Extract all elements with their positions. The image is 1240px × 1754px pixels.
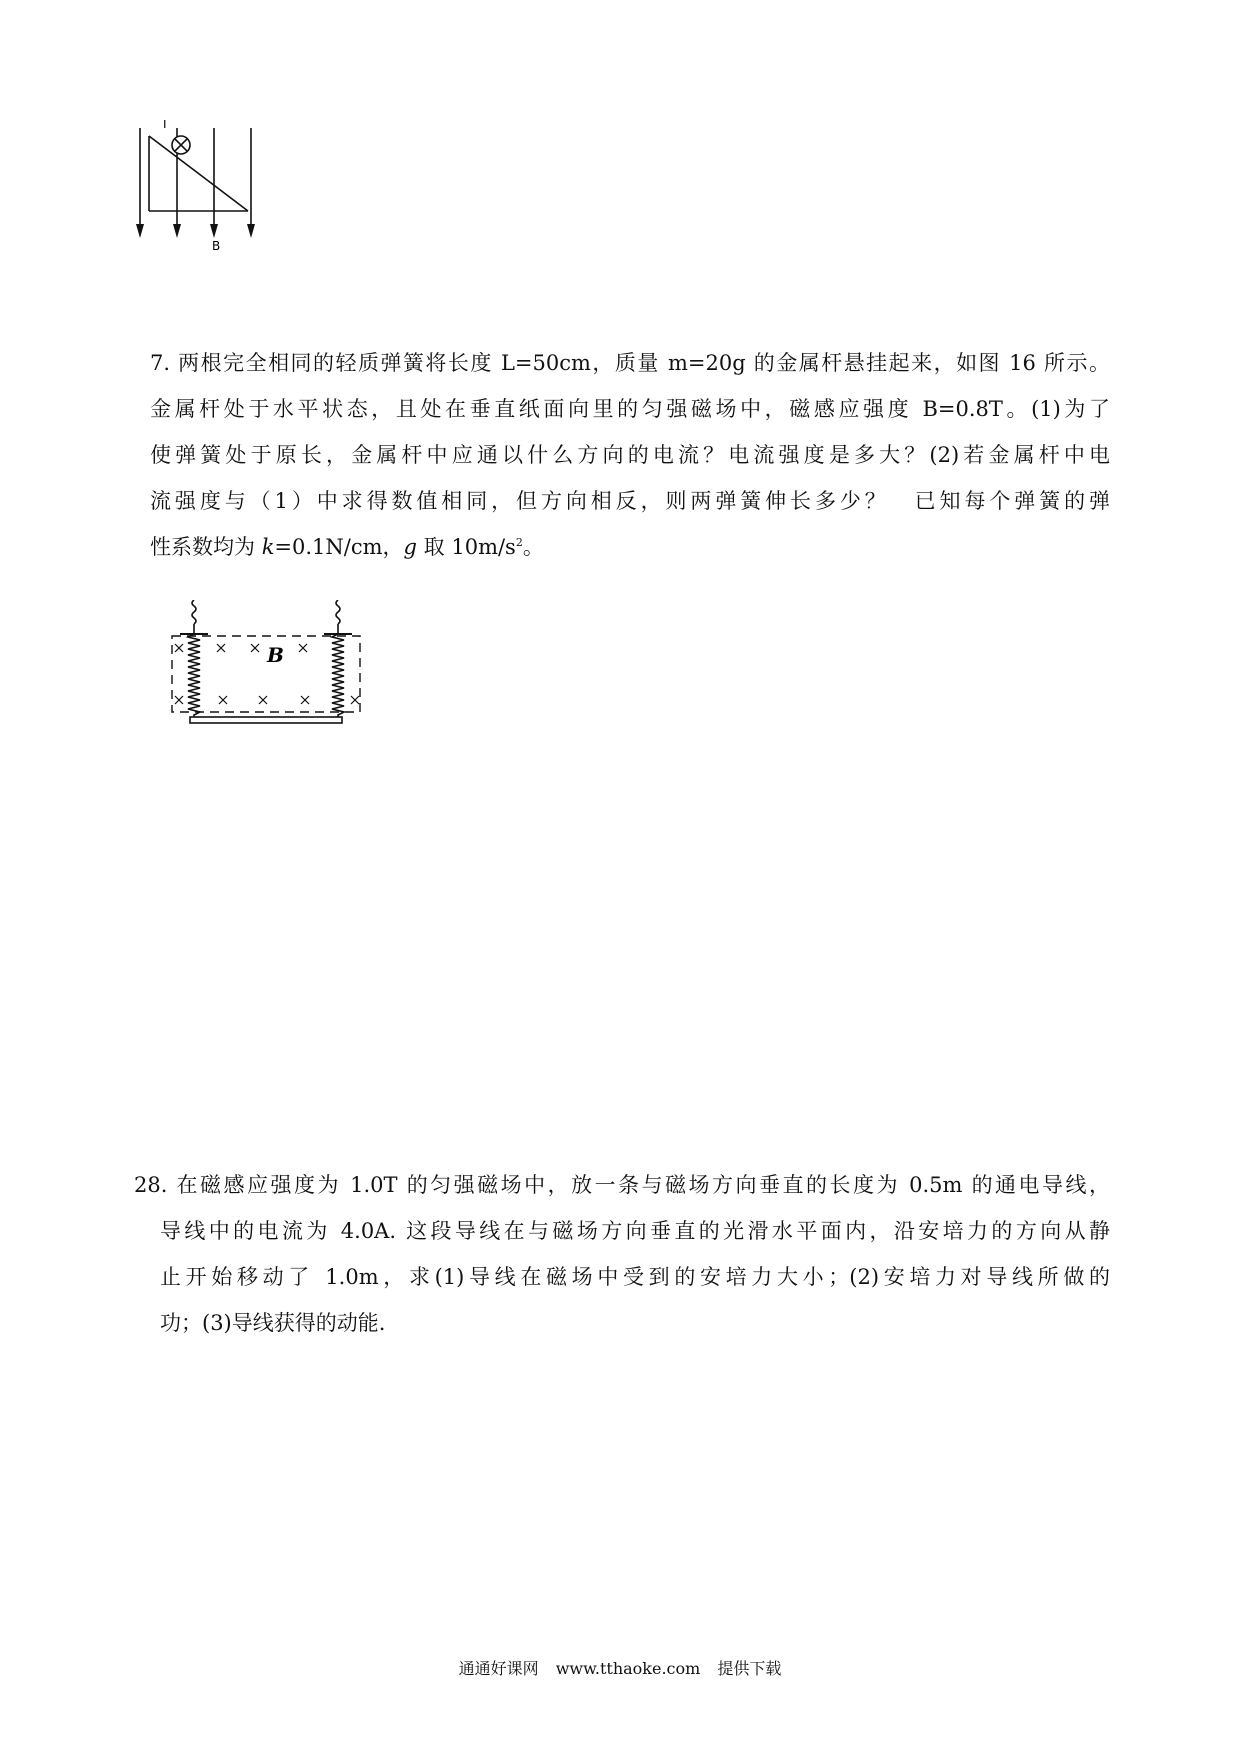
current-label: I bbox=[163, 120, 167, 131]
question-7-line: 流强度与（1）中求得数值相同，但方向相反，则两弹簧伸长多少？ 已知每个弹簧的弹 bbox=[150, 489, 1110, 513]
question-28-line: 功；(3)导线获得的动能. bbox=[160, 1311, 386, 1335]
question-28-line: 导线中的电流为 4.0A. 这段导线在与磁场方向垂直的光滑水平面内，沿安培力的方向从静 bbox=[160, 1219, 1110, 1243]
field-label: B bbox=[267, 643, 284, 667]
incline-rod bbox=[149, 136, 248, 211]
question-28-line: 止开始移动了 1.0m，求(1)导线在磁场中受到的安培力大小；(2)安培力对导线所做的 bbox=[160, 1265, 1110, 1289]
k-symbol: k bbox=[261, 535, 275, 559]
question-28-line: 28. 在磁感应强度为 1.0T 的匀强磁场中，放一条与磁场方向垂直的长度为 0.5m 的通电导线， bbox=[134, 1173, 1110, 1197]
spring-hook-left bbox=[192, 600, 196, 624]
question-7-line: 金属杆处于水平状态，且处在垂直纸面向里的匀强磁场中，磁感应强度 B=0.8T。(1)为了 bbox=[150, 397, 1110, 421]
field-arrow-icon bbox=[173, 224, 181, 238]
field-region-boundary bbox=[172, 636, 360, 712]
footer-suffix: 提供下载 bbox=[717, 1659, 782, 1678]
footer-url[interactable]: www.tthaoke.com bbox=[555, 1659, 701, 1678]
figure-incline-field bbox=[130, 120, 290, 280]
question-28 bbox=[134, 1162, 1110, 1346]
spring-right bbox=[332, 634, 344, 718]
figure-spring-rod bbox=[168, 600, 396, 800]
field-arrow-icon bbox=[210, 224, 218, 238]
metal-rod bbox=[190, 717, 342, 723]
question-7 bbox=[150, 340, 1110, 570]
field-arrow-icon bbox=[136, 224, 144, 238]
footer-site-name: 通通好课网 bbox=[458, 1659, 539, 1678]
question-7-line: 使弹簧处于原长，金属杆中应通以什么方向的电流？电流强度是多大？(2)若金属杆中电 bbox=[150, 443, 1110, 467]
exponent: 2 bbox=[515, 536, 523, 549]
spring-left bbox=[188, 634, 200, 718]
g-symbol: g bbox=[403, 535, 417, 559]
question-7-line: 7. 两根完全相同的轻质弹簧将长度 L=50cm，质量 m=20g 的金属杆悬挂起来，如图 16 所示。 bbox=[150, 351, 1110, 375]
question-7-last-line: 性系数均为 k=0.1N/cm，g 取 $10m/s^2$。 bbox=[150, 535, 544, 559]
field-arrow-icon bbox=[247, 224, 255, 238]
page-footer bbox=[0, 1656, 1240, 1679]
spring-hook-right bbox=[336, 600, 340, 624]
field-label: B bbox=[212, 239, 221, 253]
